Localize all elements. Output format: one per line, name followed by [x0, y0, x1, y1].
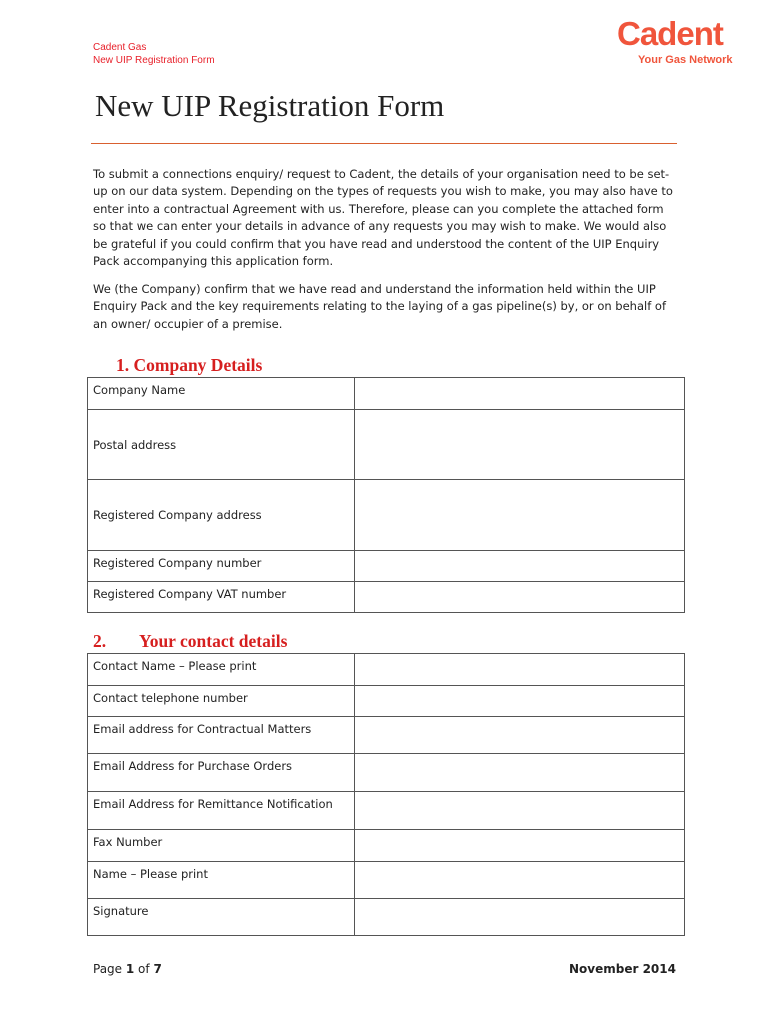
table-row — [88, 792, 685, 830]
email-purchase-orders-input[interactable] — [355, 754, 685, 792]
table-row — [88, 378, 685, 410]
form-name: New UIP Registration Form — [93, 55, 215, 66]
table-row — [88, 754, 685, 792]
contact-phone-input[interactable] — [355, 686, 685, 717]
section-title: Your contact details — [139, 631, 288, 651]
field-label: Email Address for Remittance Notification — [88, 792, 355, 830]
page-current: 1 — [125, 962, 135, 976]
field-label: Registered Company VAT number — [88, 582, 355, 613]
field-label: Fax Number — [88, 830, 355, 862]
field-label: Registered Company number — [88, 551, 355, 582]
email-contractual-input[interactable] — [355, 717, 685, 754]
section-heading-company-details: 1. Company Details — [116, 355, 263, 375]
page-number — [93, 962, 162, 976]
company-name-input[interactable] — [355, 378, 685, 410]
table-row — [88, 899, 685, 936]
field-label: Company Name — [88, 378, 355, 410]
page-of: of — [134, 962, 154, 976]
field-label: Email address for Contractual Matters — [88, 717, 355, 754]
table-row — [88, 480, 685, 551]
logo-wordmark: Cadent — [617, 15, 723, 52]
document-header — [93, 41, 215, 67]
field-label: Contact Name – Please print — [88, 654, 355, 686]
company-details-table — [87, 377, 685, 613]
field-label: Name – Please print — [88, 862, 355, 899]
field-label: Signature — [88, 899, 355, 936]
title-divider — [91, 143, 677, 144]
table-row — [88, 654, 685, 686]
cadent-logo — [617, 16, 757, 66]
field-label: Contact telephone number — [88, 686, 355, 717]
table-row — [88, 551, 685, 582]
table-row — [88, 686, 685, 717]
page-total: 7 — [153, 962, 162, 976]
company-number-input[interactable] — [355, 551, 685, 582]
page-title: New UIP Registration Form — [95, 88, 445, 123]
table-row — [88, 582, 685, 613]
contact-details-table — [87, 653, 685, 936]
contact-name-input[interactable] — [355, 654, 685, 686]
org-name: Cadent Gas — [93, 42, 147, 53]
table-row — [88, 717, 685, 754]
vat-number-input[interactable] — [355, 582, 685, 613]
print-name-input[interactable] — [355, 862, 685, 899]
table-row — [88, 862, 685, 899]
page-prefix: Page — [93, 962, 126, 976]
logo-tagline: Your Gas Network — [638, 54, 733, 66]
signature-field[interactable] — [355, 899, 685, 936]
fax-number-input[interactable] — [355, 830, 685, 862]
postal-address-input[interactable] — [355, 410, 685, 480]
table-row — [88, 830, 685, 862]
field-label: Email Address for Purchase Orders — [88, 754, 355, 792]
footer-date: November 2014 — [569, 962, 676, 976]
intro-paragraph: To submit a connections enquiry/ request to Cadent, the details of your organisation need to be set-up on our data system. Depending on the types of requests you wish to make, you may also have to enter into a contractual Agreement with us. Therefore, please can you complete the attached form so that we can enter your details in advance of any requests you may wish to make. We would also be grateful if you could confirm that you have read and understood the content of the UIP Enquiry Pack accompanying this application form. — [93, 167, 673, 269]
email-remittance-input[interactable] — [355, 792, 685, 830]
section-number: 2. — [93, 631, 107, 651]
confirmation-paragraph: We (the Company) confirm that we have read and understand the information held within the UIP Enquiry Pack and the key requirements relating to the laying of a gas pipeline(s) by, or on behalf of an owner/ occupier of a premise. — [93, 282, 666, 331]
registered-address-input[interactable] — [355, 480, 685, 551]
field-label: Postal address — [88, 410, 355, 480]
field-label: Registered Company address — [88, 480, 355, 551]
table-row — [88, 410, 685, 480]
section-heading-contact-details — [93, 631, 287, 652]
